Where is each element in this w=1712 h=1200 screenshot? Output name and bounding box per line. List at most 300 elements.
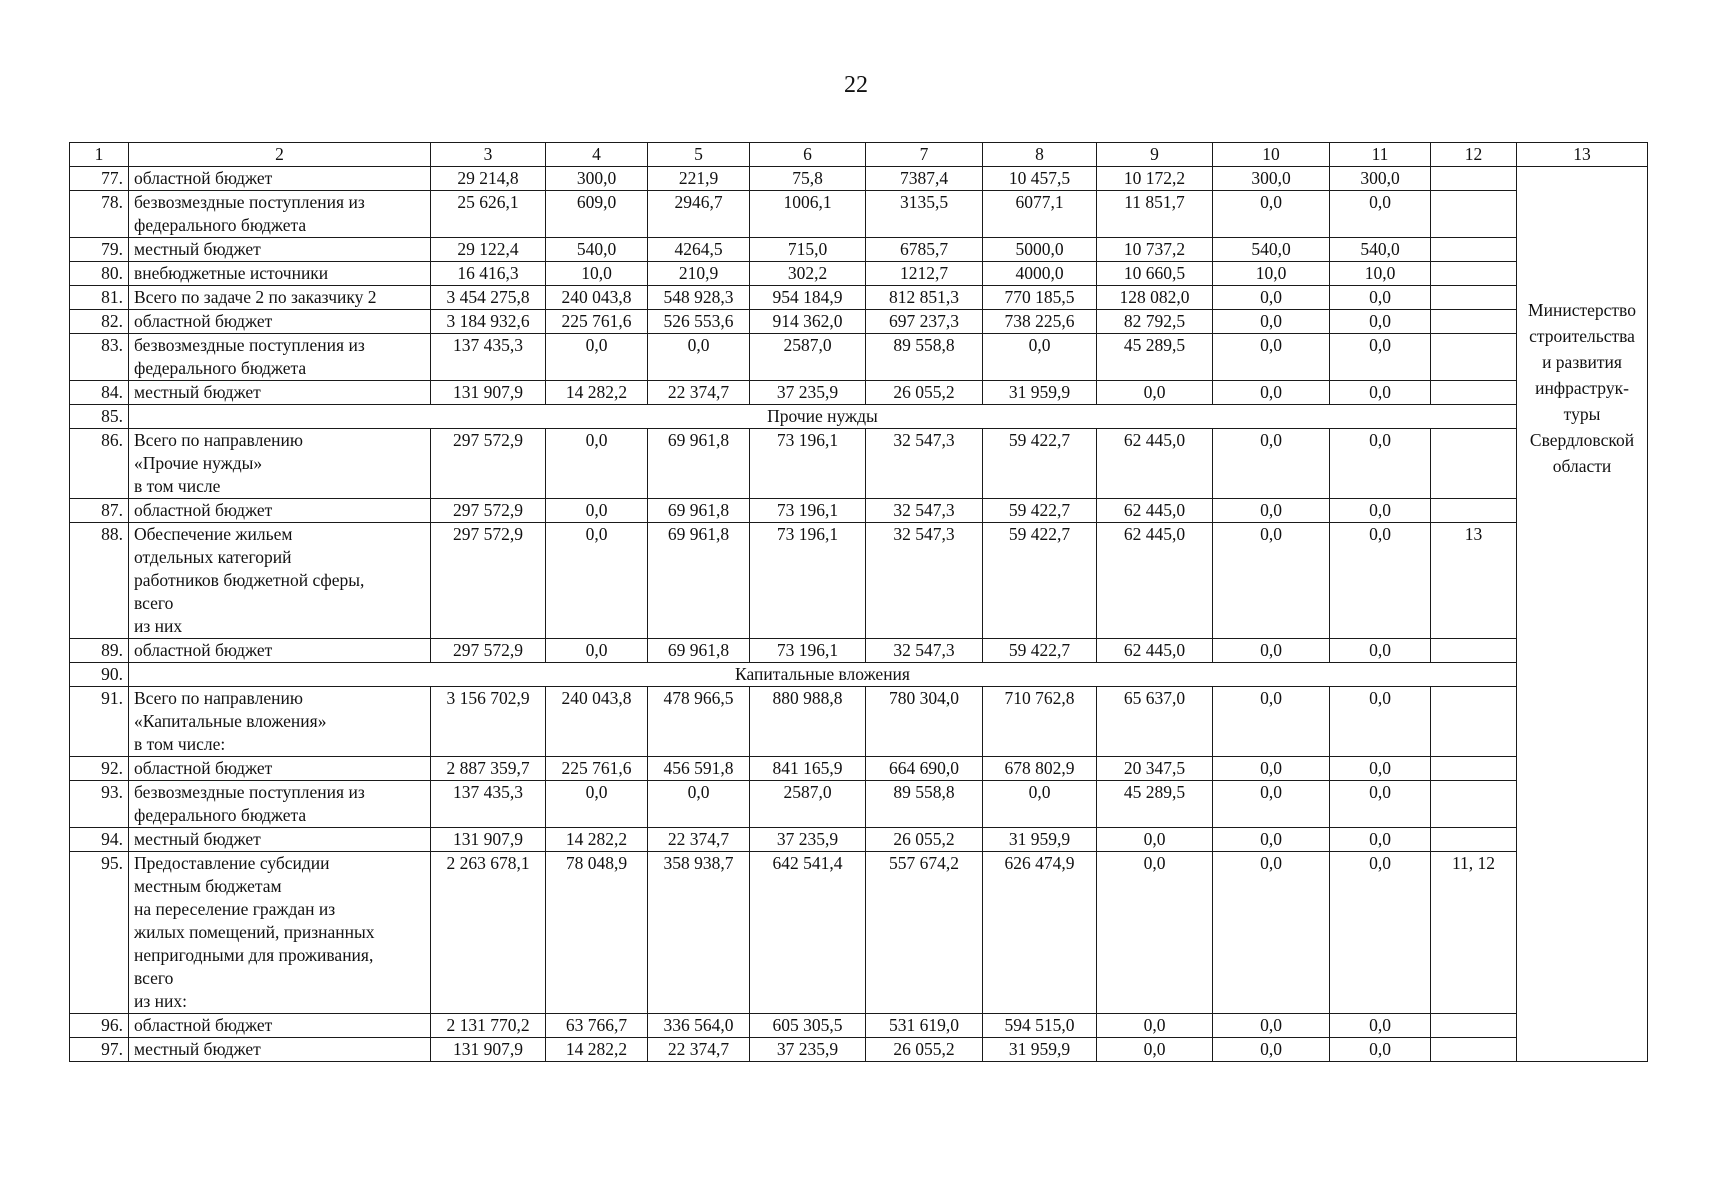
- note-cell: [1431, 781, 1517, 828]
- value-cell: 73 196,1: [750, 523, 866, 639]
- value-cell: 14 282,2: [546, 1038, 648, 1062]
- value-cell: 0,0: [648, 781, 750, 828]
- row-name-line: на переселение граждан из: [134, 899, 336, 919]
- row-name: [129, 381, 431, 405]
- row-name-line: безвозмездные поступления из: [134, 192, 365, 212]
- value-cell: 0,0: [1213, 191, 1330, 238]
- row-name-line: областной бюджет: [134, 311, 273, 331]
- row-number: 83.: [70, 334, 129, 381]
- value-cell: 710 762,8: [983, 687, 1097, 757]
- row-number: 97.: [70, 1038, 129, 1062]
- row-name-line: внебюджетные источники: [134, 263, 329, 283]
- table-row: [70, 429, 1648, 499]
- row-number: 89.: [70, 639, 129, 663]
- row-number: 82.: [70, 310, 129, 334]
- value-cell: 0,0: [1213, 781, 1330, 828]
- note-cell: [1431, 238, 1517, 262]
- value-cell: 137 435,3: [431, 334, 546, 381]
- value-cell: 526 553,6: [648, 310, 750, 334]
- row-number: 81.: [70, 286, 129, 310]
- row-name: [129, 1014, 431, 1038]
- value-cell: 210,9: [648, 262, 750, 286]
- value-cell: 0,0: [1330, 523, 1431, 639]
- value-cell: 4264,5: [648, 238, 750, 262]
- note-cell: [1431, 167, 1517, 191]
- value-cell: 841 165,9: [750, 757, 866, 781]
- table-row: [70, 1014, 1648, 1038]
- value-cell: 812 851,3: [866, 286, 983, 310]
- value-cell: 6077,1: [983, 191, 1097, 238]
- value-cell: 1212,7: [866, 262, 983, 286]
- row-name-line: местный бюджет: [134, 382, 261, 402]
- column-header: 12: [1431, 143, 1517, 167]
- value-cell: 300,0: [1213, 167, 1330, 191]
- note-cell: [1431, 381, 1517, 405]
- value-cell: 0,0: [1097, 852, 1213, 1014]
- value-cell: 0,0: [983, 334, 1097, 381]
- header-row: [70, 143, 1648, 167]
- value-cell: 65 637,0: [1097, 687, 1213, 757]
- row-number: 94.: [70, 828, 129, 852]
- column-header: 8: [983, 143, 1097, 167]
- note-cell: [1431, 499, 1517, 523]
- value-cell: 0,0: [1213, 852, 1330, 1014]
- row-name: [129, 499, 431, 523]
- value-cell: 2587,0: [750, 781, 866, 828]
- value-cell: 0,0: [1330, 757, 1431, 781]
- value-cell: 221,9: [648, 167, 750, 191]
- value-cell: 605 305,5: [750, 1014, 866, 1038]
- value-cell: 131 907,9: [431, 1038, 546, 1062]
- value-cell: 10 457,5: [983, 167, 1097, 191]
- value-cell: 10,0: [1330, 262, 1431, 286]
- row-name-line: Предоставление субсидии: [134, 853, 330, 873]
- row-name-line: местным бюджетам: [134, 876, 282, 896]
- note-cell: 13: [1431, 523, 1517, 639]
- value-cell: 73 196,1: [750, 429, 866, 499]
- row-number: 78.: [70, 191, 129, 238]
- row-name-line: областной бюджет: [134, 640, 273, 660]
- note-cell: [1431, 828, 1517, 852]
- row-number: 77.: [70, 167, 129, 191]
- table-row: [70, 523, 1648, 639]
- value-cell: 225 761,6: [546, 310, 648, 334]
- column-header: 4: [546, 143, 648, 167]
- value-cell: 0,0: [983, 781, 1097, 828]
- value-cell: 297 572,9: [431, 639, 546, 663]
- row-name: [129, 781, 431, 828]
- value-cell: 73 196,1: [750, 639, 866, 663]
- row-name-line: федерального бюджета: [134, 215, 307, 235]
- value-cell: 29 214,8: [431, 167, 546, 191]
- value-cell: 131 907,9: [431, 828, 546, 852]
- table-row: [70, 381, 1648, 405]
- executor-line: и развития: [1542, 352, 1622, 372]
- value-cell: 715,0: [750, 238, 866, 262]
- value-cell: 22 374,7: [648, 1038, 750, 1062]
- value-cell: 11 851,7: [1097, 191, 1213, 238]
- table-row: [70, 499, 1648, 523]
- value-cell: 297 572,9: [431, 523, 546, 639]
- row-name-line: областной бюджет: [134, 500, 273, 520]
- value-cell: 32 547,3: [866, 429, 983, 499]
- note-cell: [1431, 639, 1517, 663]
- value-cell: 0,0: [546, 429, 648, 499]
- value-cell: 32 547,3: [866, 639, 983, 663]
- value-cell: 0,0: [1097, 1014, 1213, 1038]
- value-cell: 626 474,9: [983, 852, 1097, 1014]
- value-cell: 0,0: [648, 334, 750, 381]
- value-cell: 240 043,8: [546, 286, 648, 310]
- table-row: [70, 310, 1648, 334]
- table-row: [70, 757, 1648, 781]
- note-cell: [1431, 191, 1517, 238]
- row-number: 85.: [70, 405, 129, 429]
- table-row: [70, 286, 1648, 310]
- column-header: 2: [129, 143, 431, 167]
- value-cell: 69 961,8: [648, 523, 750, 639]
- value-cell: 738 225,6: [983, 310, 1097, 334]
- value-cell: 0,0: [1213, 429, 1330, 499]
- row-name-line: «Прочие нужды»: [134, 453, 263, 473]
- value-cell: 0,0: [1330, 429, 1431, 499]
- value-cell: 82 792,5: [1097, 310, 1213, 334]
- value-cell: 31 959,9: [983, 1038, 1097, 1062]
- row-name-line: в том числе: [134, 476, 221, 496]
- row-name-line: областной бюджет: [134, 168, 273, 188]
- row-name-line: местный бюджет: [134, 1039, 261, 1059]
- value-cell: 0,0: [1213, 310, 1330, 334]
- value-cell: 10 737,2: [1097, 238, 1213, 262]
- value-cell: 0,0: [1097, 1038, 1213, 1062]
- value-cell: 0,0: [546, 639, 648, 663]
- value-cell: 0,0: [1097, 381, 1213, 405]
- row-name-line: местный бюджет: [134, 829, 261, 849]
- value-cell: 0,0: [1213, 828, 1330, 852]
- value-cell: 531 619,0: [866, 1014, 983, 1038]
- value-cell: 0,0: [1330, 852, 1431, 1014]
- value-cell: 0,0: [1330, 381, 1431, 405]
- executor-cell: [1517, 167, 1648, 1062]
- row-name: [129, 286, 431, 310]
- row-name-line: Всего по направлению: [134, 688, 303, 708]
- row-name-line: всего: [134, 593, 174, 613]
- note-cell: [1431, 687, 1517, 757]
- value-cell: 0,0: [546, 781, 648, 828]
- value-cell: 6785,7: [866, 238, 983, 262]
- value-cell: 32 547,3: [866, 523, 983, 639]
- row-number: 79.: [70, 238, 129, 262]
- table-row: [70, 191, 1648, 238]
- value-cell: 3135,5: [866, 191, 983, 238]
- column-header: 13: [1517, 143, 1648, 167]
- value-cell: 10 660,5: [1097, 262, 1213, 286]
- value-cell: 22 374,7: [648, 381, 750, 405]
- note-cell: [1431, 757, 1517, 781]
- row-name-line: работников бюджетной сферы,: [134, 570, 365, 590]
- value-cell: 3 454 275,8: [431, 286, 546, 310]
- value-cell: 10 172,2: [1097, 167, 1213, 191]
- value-cell: 540,0: [1213, 238, 1330, 262]
- column-header: 6: [750, 143, 866, 167]
- value-cell: 31 959,9: [983, 828, 1097, 852]
- column-header: 7: [866, 143, 983, 167]
- value-cell: 0,0: [1213, 757, 1330, 781]
- row-name: [129, 262, 431, 286]
- value-cell: 62 445,0: [1097, 429, 1213, 499]
- note-cell: [1431, 286, 1517, 310]
- value-cell: 16 416,3: [431, 262, 546, 286]
- value-cell: 0,0: [1330, 286, 1431, 310]
- row-number: 90.: [70, 663, 129, 687]
- value-cell: 63 766,7: [546, 1014, 648, 1038]
- value-cell: 32 547,3: [866, 499, 983, 523]
- table-row: [70, 687, 1648, 757]
- value-cell: 45 289,5: [1097, 781, 1213, 828]
- value-cell: 69 961,8: [648, 429, 750, 499]
- value-cell: 59 422,7: [983, 499, 1097, 523]
- value-cell: 478 966,5: [648, 687, 750, 757]
- row-name: [129, 238, 431, 262]
- note-cell: [1431, 429, 1517, 499]
- value-cell: 914 362,0: [750, 310, 866, 334]
- value-cell: 14 282,2: [546, 828, 648, 852]
- value-cell: 880 988,8: [750, 687, 866, 757]
- row-number: 88.: [70, 523, 129, 639]
- value-cell: 540,0: [1330, 238, 1431, 262]
- row-name: [129, 167, 431, 191]
- value-cell: 10,0: [1213, 262, 1330, 286]
- value-cell: 0,0: [1330, 310, 1431, 334]
- column-header: 11: [1330, 143, 1431, 167]
- row-number: 86.: [70, 429, 129, 499]
- value-cell: 954 184,9: [750, 286, 866, 310]
- row-name-line: всего: [134, 968, 174, 988]
- value-cell: 0,0: [1330, 334, 1431, 381]
- row-name-line: безвозмездные поступления из: [134, 335, 365, 355]
- row-name-line: из них: [134, 616, 183, 636]
- value-cell: 664 690,0: [866, 757, 983, 781]
- value-cell: 0,0: [1330, 191, 1431, 238]
- value-cell: 358 938,7: [648, 852, 750, 1014]
- row-number: 87.: [70, 499, 129, 523]
- row-name-line: в том числе:: [134, 734, 226, 754]
- value-cell: 131 907,9: [431, 381, 546, 405]
- value-cell: 62 445,0: [1097, 523, 1213, 639]
- value-cell: 770 185,5: [983, 286, 1097, 310]
- value-cell: 69 961,8: [648, 639, 750, 663]
- table-row: [70, 828, 1648, 852]
- value-cell: 0,0: [1213, 639, 1330, 663]
- value-cell: 2946,7: [648, 191, 750, 238]
- note-cell: [1431, 1014, 1517, 1038]
- value-cell: 456 591,8: [648, 757, 750, 781]
- value-cell: 697 237,3: [866, 310, 983, 334]
- row-name-line: федерального бюджета: [134, 805, 307, 825]
- table-row: [70, 639, 1648, 663]
- value-cell: 14 282,2: [546, 381, 648, 405]
- row-name-line: жилых помещений, признанных: [134, 922, 375, 942]
- value-cell: 780 304,0: [866, 687, 983, 757]
- value-cell: 548 928,3: [648, 286, 750, 310]
- value-cell: 75,8: [750, 167, 866, 191]
- column-header: 5: [648, 143, 750, 167]
- row-name: [129, 1038, 431, 1062]
- value-cell: 2587,0: [750, 334, 866, 381]
- value-cell: 0,0: [546, 499, 648, 523]
- row-name-line: Всего по задаче 2 по заказчику 2: [134, 287, 377, 307]
- value-cell: 594 515,0: [983, 1014, 1097, 1038]
- table-row: [70, 262, 1648, 286]
- value-cell: 0,0: [1213, 1014, 1330, 1038]
- value-cell: 26 055,2: [866, 381, 983, 405]
- value-cell: 0,0: [1213, 687, 1330, 757]
- value-cell: 128 082,0: [1097, 286, 1213, 310]
- value-cell: 2 887 359,7: [431, 757, 546, 781]
- value-cell: 0,0: [1330, 781, 1431, 828]
- executor-line: туры: [1563, 404, 1601, 424]
- row-name-line: отдельных категорий: [134, 547, 292, 567]
- value-cell: 29 122,4: [431, 238, 546, 262]
- value-cell: 540,0: [546, 238, 648, 262]
- executor-line: области: [1552, 456, 1612, 476]
- executor-line: Свердловской: [1529, 430, 1635, 450]
- row-number: 92.: [70, 757, 129, 781]
- value-cell: 37 235,9: [750, 1038, 866, 1062]
- value-cell: 3 184 932,6: [431, 310, 546, 334]
- value-cell: 0,0: [1213, 523, 1330, 639]
- note-cell: [1431, 310, 1517, 334]
- value-cell: 678 802,9: [983, 757, 1097, 781]
- value-cell: 0,0: [546, 523, 648, 639]
- value-cell: 0,0: [1330, 1014, 1431, 1038]
- value-cell: 4000,0: [983, 262, 1097, 286]
- value-cell: 225 761,6: [546, 757, 648, 781]
- value-cell: 302,2: [750, 262, 866, 286]
- section-title: Прочие нужды: [129, 405, 1517, 429]
- row-name: [129, 429, 431, 499]
- row-name: [129, 828, 431, 852]
- value-cell: 25 626,1: [431, 191, 546, 238]
- value-cell: 0,0: [1330, 828, 1431, 852]
- value-cell: 45 289,5: [1097, 334, 1213, 381]
- value-cell: 73 196,1: [750, 499, 866, 523]
- row-name: [129, 757, 431, 781]
- value-cell: 0,0: [1330, 499, 1431, 523]
- value-cell: 89 558,8: [866, 334, 983, 381]
- value-cell: 0,0: [1097, 828, 1213, 852]
- column-header: 1: [70, 143, 129, 167]
- row-name-line: «Капитальные вложения»: [134, 711, 327, 731]
- value-cell: 0,0: [1213, 499, 1330, 523]
- section-row: [70, 663, 1648, 687]
- note-cell: [1431, 262, 1517, 286]
- column-header: 10: [1213, 143, 1330, 167]
- value-cell: 2 263 678,1: [431, 852, 546, 1014]
- value-cell: 137 435,3: [431, 781, 546, 828]
- table-row: [70, 781, 1648, 828]
- table-row: [70, 1038, 1648, 1062]
- row-number: 91.: [70, 687, 129, 757]
- row-name-line: областной бюджет: [134, 758, 273, 778]
- value-cell: 37 235,9: [750, 828, 866, 852]
- section-title: Капитальные вложения: [129, 663, 1517, 687]
- value-cell: 59 422,7: [983, 429, 1097, 499]
- executor-line: инфраструк-: [1535, 378, 1629, 398]
- note-cell: [1431, 1038, 1517, 1062]
- value-cell: 31 959,9: [983, 381, 1097, 405]
- page-number: 22: [844, 72, 868, 98]
- value-cell: 69 961,8: [648, 499, 750, 523]
- row-name: [129, 852, 431, 1014]
- row-name-line: безвозмездные поступления из: [134, 782, 365, 802]
- value-cell: 59 422,7: [983, 523, 1097, 639]
- value-cell: 0,0: [1330, 1038, 1431, 1062]
- value-cell: 26 055,2: [866, 828, 983, 852]
- value-cell: 609,0: [546, 191, 648, 238]
- table-row: [70, 852, 1648, 1014]
- value-cell: 240 043,8: [546, 687, 648, 757]
- value-cell: 297 572,9: [431, 429, 546, 499]
- row-name: [129, 523, 431, 639]
- column-header: 9: [1097, 143, 1213, 167]
- value-cell: 3 156 702,9: [431, 687, 546, 757]
- value-cell: 0,0: [1330, 687, 1431, 757]
- value-cell: 37 235,9: [750, 381, 866, 405]
- row-number: 96.: [70, 1014, 129, 1038]
- executor-text: [1522, 167, 1642, 479]
- value-cell: 297 572,9: [431, 499, 546, 523]
- value-cell: 0,0: [1213, 1038, 1330, 1062]
- value-cell: 0,0: [1213, 334, 1330, 381]
- value-cell: 557 674,2: [866, 852, 983, 1014]
- value-cell: 26 055,2: [866, 1038, 983, 1062]
- value-cell: 62 445,0: [1097, 499, 1213, 523]
- row-name: [129, 639, 431, 663]
- note-cell: 11, 12: [1431, 852, 1517, 1014]
- value-cell: 2 131 770,2: [431, 1014, 546, 1038]
- value-cell: 300,0: [1330, 167, 1431, 191]
- value-cell: 20 347,5: [1097, 757, 1213, 781]
- row-name: [129, 191, 431, 238]
- note-cell: [1431, 334, 1517, 381]
- row-name-line: из них:: [134, 991, 187, 1011]
- value-cell: 78 048,9: [546, 852, 648, 1014]
- value-cell: 1006,1: [750, 191, 866, 238]
- row-name: [129, 687, 431, 757]
- value-cell: 0,0: [546, 334, 648, 381]
- row-number: 80.: [70, 262, 129, 286]
- row-number: 84.: [70, 381, 129, 405]
- table-row: [70, 334, 1648, 381]
- value-cell: 5000,0: [983, 238, 1097, 262]
- row-name: [129, 334, 431, 381]
- value-cell: 89 558,8: [866, 781, 983, 828]
- value-cell: 7387,4: [866, 167, 983, 191]
- executor-line: строительства: [1529, 326, 1635, 346]
- executor-line: Министерство: [1528, 300, 1636, 320]
- value-cell: 62 445,0: [1097, 639, 1213, 663]
- value-cell: 22 374,7: [648, 828, 750, 852]
- value-cell: 0,0: [1213, 286, 1330, 310]
- table-row: [70, 238, 1648, 262]
- row-name-line: областной бюджет: [134, 1015, 273, 1035]
- column-header: 3: [431, 143, 546, 167]
- table-row: [70, 167, 1648, 191]
- value-cell: 300,0: [546, 167, 648, 191]
- row-name-line: Обеспечение жильем: [134, 524, 293, 544]
- value-cell: 0,0: [1213, 381, 1330, 405]
